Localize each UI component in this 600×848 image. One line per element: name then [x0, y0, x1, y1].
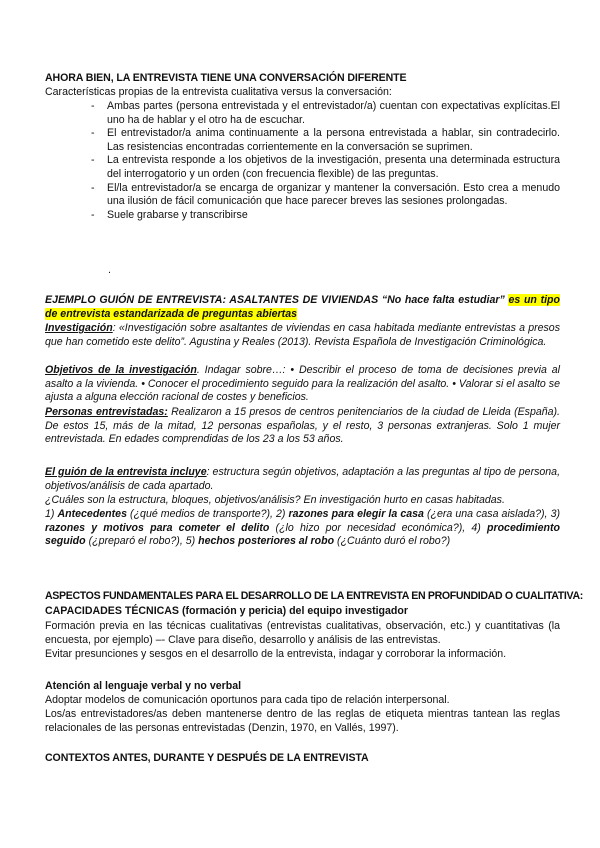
objetivos-paragraph: Objetivos de la investigación. Indagar sobre…: • Describir el proceso de toma de decisiones previa al asalto a la vivienda. • Conocer el procedimiento seguido para la realización del asalto. • Valorar si el asalto se ajusta a alguna elección racional de costes y beneficios.: [45, 364, 560, 404]
guion-question: ¿Cuáles son la estructura, bloques, objetivos/análisis? En investigación hurto en casas habitadas.: [45, 494, 505, 506]
characteristics-list: [45, 100, 560, 222]
lenguaje-subheading: Atención al lenguaje verbal y no verbal: [45, 680, 242, 692]
contextos-heading: CONTEXTOS ANTES, DURANTE Y DESPUÉS DE LA ENTREVISTA: [45, 752, 369, 764]
list-item: - El entrevistador/a anima continuamente a la persona entrevistada a hablar, sin contradecirlo. Las resistencias encontradas corrientemente en la conversación se suprimen.: [91, 127, 560, 153]
aspectos-heading: ASPECTOS FUNDAMENTALES PARA EL DESARROLLO DE LA ENTREVISTA EN PROFUNDIDAD O CUALITATIVA:: [45, 590, 583, 602]
list-item: - La entrevista responde a los objetivos de la investigación, presenta una determinada estructura del interrogatorio y un orden (con frecuencia flexible) de las preguntas.: [91, 154, 560, 180]
list-item: - El/la entrevistador/a se encarga de organizar y mantener la conversación. Esto crea a menudo una ilusión de fácil comunicación que hace parecer breves las sesiones prolongadas.: [91, 181, 560, 208]
personas-paragraph: Personas entrevistadas: Realizaron a 15 presos de centros penitenciarios de la ciudad de Lleida (España). De estos 15, más de la mitad, 12 personas españolas, y el resto, 3 personas extranjeras. Solo 1 mujer entrevistada. En edades comprendidas de los 23 a los 53 años.: [45, 406, 561, 446]
list-item: - Suele grabarse y transcribirse: [91, 208, 248, 221]
comunicacion-paragraph: Adoptar modelos de comunicación oportunos para cada tipo de relación interpersonal.: [45, 694, 450, 706]
section-intro: Características propias de la entrevista cualitativa versus la conversación:: [45, 86, 392, 98]
guion-blocks: 1) Antecedentes (¿qué medios de transporte?), 2) razones para elegir la casa (¿era una casa aislada?), 3) razones y motivos para cometer el delito (¿lo hizo por necesidad económica?), 4) procedimiento seguido (¿preparó el robo?), 5) hechos posteriores al robo (¿Cuánto duró el robo?): [45, 508, 560, 548]
section-heading-conversacion: AHORA BIEN, LA ENTREVISTA TIENE UNA CONVERSACIÓN DIFERENTE: [45, 72, 407, 84]
formacion-paragraph: Formación previa en las técnicas cualitativas (entrevistas cualitativas, observación, etc.) y cuantitativas (la encuesta, por ejemplo) –- Clave para diseño, desarrollo y análisis de las entrevistas.: [45, 620, 560, 646]
capacidades-subheading: CAPACIDADES TÉCNICAS (formación y pericia) del equipo investigador: [45, 605, 408, 617]
example-heading: EJEMPLO GUIÓN DE ENTREVISTA: ASALTANTES DE VIVIENDAS “No hace falta estudiar” es un tipo de entrevista estandarizada de preguntas abiertas: [45, 294, 560, 320]
highlighted-text: es un tipo de entrevista estandarizada de preguntas abiertas: [45, 294, 560, 320]
guion-paragraph: El guión de la entrevista incluye: estructura según objetivos, adaptación a las preguntas al tipo de persona, objetivos/análisis de cada apartado.: [45, 466, 561, 492]
investigacion-paragraph: Investigación: «Investigación sobre asaltantes de viviendas en casa habitada mediante entrevistas a presos que han cometido este delito”. Agustina y Reales (2013). Revista Española de Investigación Criminológica.: [45, 322, 560, 348]
presunciones-paragraph: Evitar presunciones y sesgos en el desarrollo de la entrevista, indagar y corroborar la información.: [45, 648, 507, 660]
list-item: - Ambas partes (persona entrevistada y el entrevistador/a) cuentan con expectativas explícitas.El uno ha de hablar y el otro ha de escuchar.: [91, 100, 560, 126]
etiqueta-paragraph: Los/as entrevistadores/as deben mantenerse dentro de las reglas de etiqueta mientras tantean las reglas relacionales de las personas entrevistadas (Denzin, 1970, en Vallés, 1997).: [45, 708, 560, 734]
trailing-dot: .: [108, 264, 111, 276]
